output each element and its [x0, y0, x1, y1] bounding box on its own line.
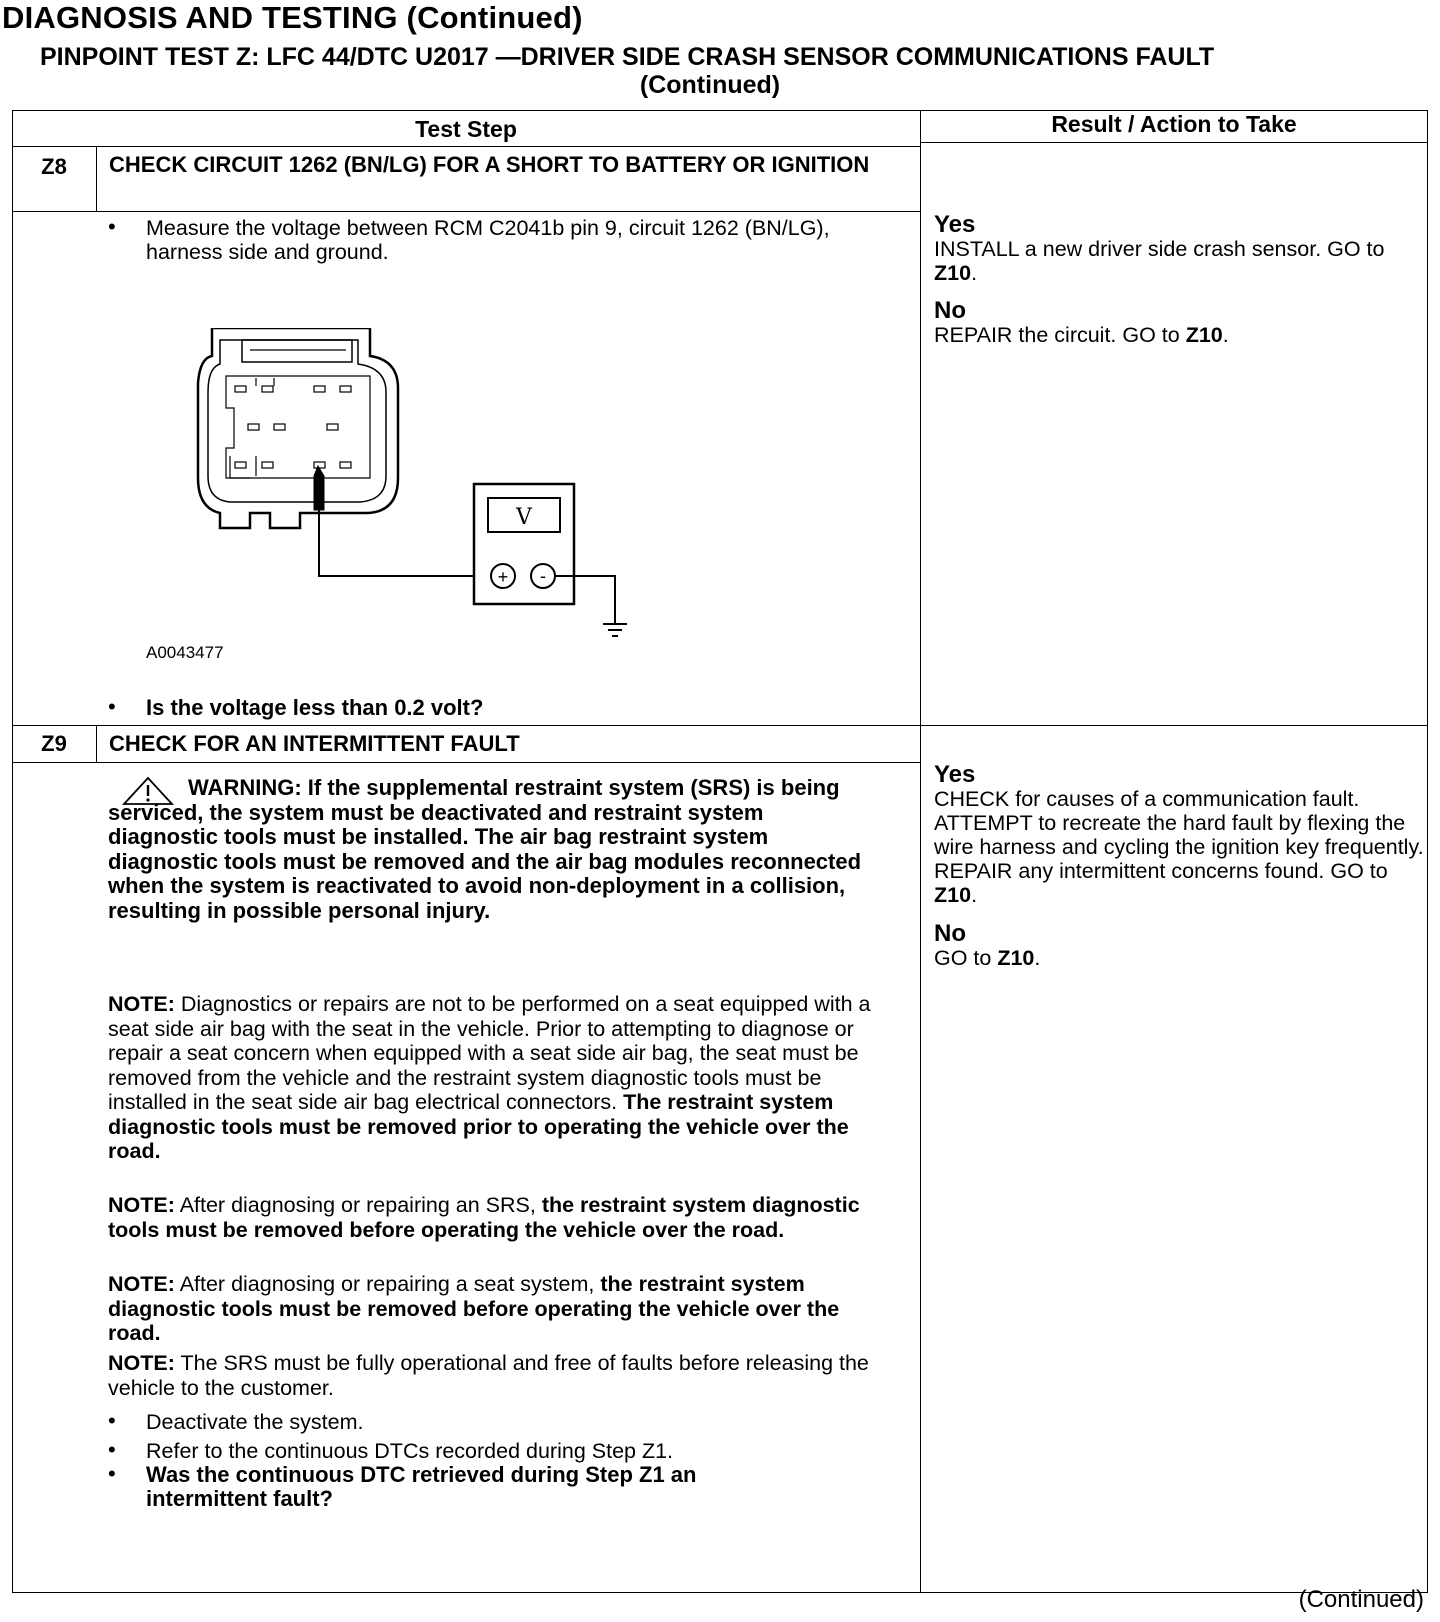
bullet-dot: •	[108, 1408, 116, 1433]
z8-question: Is the voltage less than 0.2 volt?	[146, 695, 484, 720]
connector-voltmeter-diagram	[190, 328, 690, 648]
z9-step-refer: Refer to the continuous DTCs recorded during Step Z1.	[146, 1439, 674, 1463]
step-title-z8: CHECK CIRCUIT 1262 (BN/LG) FOR A SHORT TO BATTERY OR IGNITION	[109, 152, 870, 177]
pin-cavity	[327, 424, 338, 430]
step-id-z8: Z8	[41, 154, 67, 179]
z8-yes-label: Yes	[934, 211, 976, 238]
pin-cavity	[314, 386, 325, 392]
test-title-line2: (Continued)	[639, 71, 781, 99]
z9-step-deactivate: Deactivate the system.	[146, 1410, 364, 1434]
pin-cavity	[262, 462, 273, 468]
column-divider	[920, 110, 921, 1592]
pin-cavity	[314, 462, 325, 468]
z8-title-rule	[12, 211, 920, 212]
z9-title-rule	[12, 762, 920, 763]
z9-no-label: No	[934, 920, 966, 947]
z9-no-text: GO to Z10.	[934, 946, 1041, 970]
note-4: NOTE: The SRS must be fully operational and free of faults before releasing the vehicle to the customer.	[108, 1351, 869, 1400]
step-title-z9: CHECK FOR AN INTERMITTENT FAULT	[109, 731, 520, 756]
warning-text: WARNING: If the supplemental restraint system (SRS) is being serviced, the system must be deactivated and restraint system diagnostic tools must be installed. The air bag restraint system diagnostic tools must be removed and the air bag modules reconnected when the system is reactivated to avoid non-deployment in a collision, resulting in possible personal injury.	[108, 775, 862, 923]
pin-cavity	[340, 386, 351, 392]
pin-cavity	[262, 386, 273, 392]
bullet-dot: •	[108, 1461, 116, 1486]
voltmeter-unit-label: V	[516, 505, 532, 530]
figure-code: A0043477	[146, 643, 224, 662]
pin-cavity	[235, 462, 246, 468]
z8-instruction: Measure the voltage between RCM C2041b pin 9, circuit 1262 (BN/LG), harness side and ground.	[146, 216, 830, 264]
bullet-dot: •	[108, 1437, 116, 1462]
svg-text:+: +	[497, 567, 509, 587]
connector-body	[198, 328, 398, 528]
step-id-divider	[96, 725, 97, 763]
z9-yes-text: CHECK for causes of a communication fault. ATTEMPT to recreate the hard fault by flexing the wire harness and cycling the ignition key frequently. REPAIR any intermittent concerns found. GO to Z10.	[934, 787, 1424, 907]
test-probe	[314, 466, 324, 510]
ground-symbol-icon	[603, 624, 627, 636]
z8-no-text: REPAIR the circuit. GO to Z10.	[934, 323, 1229, 347]
bullet-dot: •	[108, 694, 116, 719]
page-header: DIAGNOSIS AND TESTING (Continued)	[2, 0, 583, 35]
connector-latch	[242, 340, 352, 362]
column-header-result: Result / Action to Take	[1051, 111, 1297, 137]
z9-question: Was the continuous DTC retrieved during Step Z1 an intermittent fault?	[146, 1462, 697, 1511]
note-3: NOTE: After diagnosing or repairing a seat system, the restraint system diagnostic tools must be removed before operating the vehicle over the road.	[108, 1272, 840, 1345]
z8-z9-rule	[12, 725, 1428, 726]
pin-cavity	[340, 462, 351, 468]
step-id-divider	[96, 146, 97, 211]
pin-cavity	[248, 424, 259, 430]
z9-yes-label: Yes	[934, 761, 976, 788]
positive-lead	[319, 510, 495, 576]
continued-footer: (Continued)	[1298, 1586, 1424, 1613]
column-header-test-step: Test Step	[415, 116, 517, 142]
header-rule	[12, 146, 920, 147]
z8-no-label: No	[934, 297, 966, 324]
test-title-line1: PINPOINT TEST Z: LFC 44/DTC U2017 —DRIVER SIDE CRASH SENSOR COMMUNICATIONS FAULT	[40, 43, 1215, 71]
pin-cavity	[274, 424, 285, 430]
step-id-z9: Z9	[41, 731, 67, 756]
bullet-dot: •	[108, 214, 116, 239]
note-1: NOTE: Diagnostics or repairs are not to be performed on a seat equipped with a seat side air bag with the seat in the vehicle. Prior to attempting to diagnose or repair a seat concern when equipped with a seat side air bag, the seat must be removed from the vehicle and the restraint system diagnostic tools must be installed in the seat side air bag electrical connectors. The restraint system diagnostic tools must be removed prior to operating the vehicle over the road.	[108, 992, 871, 1163]
result-header-rule	[920, 142, 1428, 143]
pinpoint-test-title	[40, 43, 1390, 99]
note-2: NOTE: After diagnosing or repairing an SRS, the restraint system diagnostic tools must be removed before operating the vehicle over the road.	[108, 1193, 860, 1242]
pin-cavity	[235, 386, 246, 392]
svg-text:-: -	[540, 566, 546, 586]
z8-yes-text: INSTALL a new driver side crash sensor. GO to Z10.	[934, 237, 1385, 285]
